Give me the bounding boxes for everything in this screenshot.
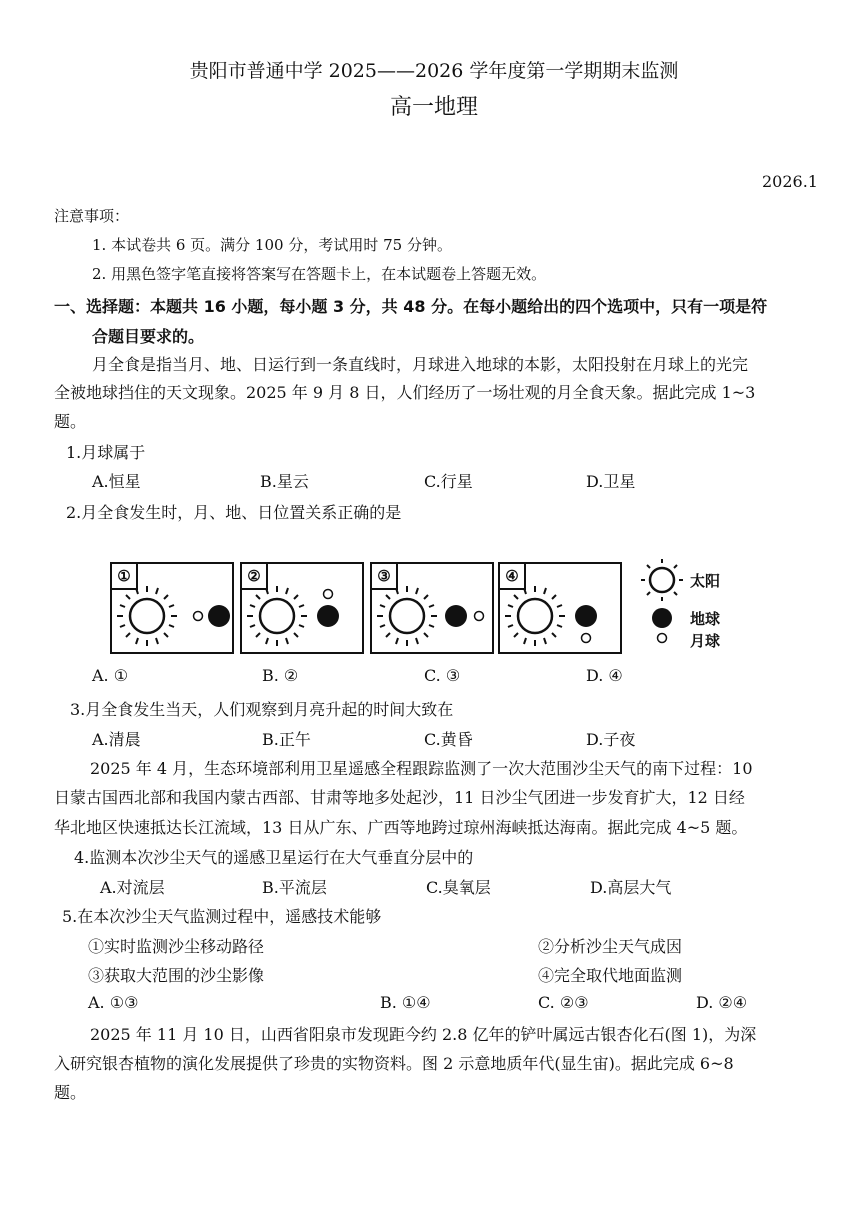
passage-line: 华北地区快速抵达长江流域，13 日从广东、广西等地跨过琼州海峡抵达海南。据此完成 4~5 题。 — [54, 818, 748, 837]
diagram-panel-4 — [498, 562, 622, 654]
panel-number: ① — [112, 564, 138, 590]
notice-item: 1. 本试卷共 6 页。满分 100 分，考试用时 75 分钟。 — [92, 236, 452, 254]
option-c: C. ③ — [424, 666, 461, 685]
earth-icon — [445, 605, 467, 627]
moon-icon — [582, 634, 591, 643]
sun-icon — [377, 586, 437, 646]
earth-icon — [575, 605, 597, 627]
option-b: B.正午 — [262, 730, 311, 749]
legend-earth-icon — [650, 606, 674, 630]
passage-line: 全被地球挡住的天文现象。2025 年 9 月 8 日，人们经历了一场壮观的月全食天象。据此完成 1~3 — [54, 383, 756, 402]
statement: ②分析沙尘天气成因 — [538, 937, 683, 956]
legend-sun-label: 太阳 — [690, 572, 721, 590]
moon-icon — [194, 612, 203, 621]
legend-sun-icon — [640, 558, 684, 602]
sun-icon — [505, 586, 565, 646]
diagram-panel-1 — [110, 562, 234, 654]
diagram-panel-2 — [240, 562, 364, 654]
legend-moon-icon — [655, 631, 669, 645]
option-b: B.平流层 — [262, 878, 327, 897]
option-c: C.行星 — [424, 472, 473, 491]
panel-number: ④ — [500, 564, 526, 590]
sun-earth-moon-diagram — [112, 564, 232, 652]
earth-icon — [208, 605, 230, 627]
passage-line: 月全食是指当月、地、日运行到一条直线时，月球进入地球的本影，太阳投射在月球上的光完 — [92, 355, 749, 374]
option-c: C. ②③ — [538, 993, 589, 1012]
exam-date: 2026.1 — [762, 172, 818, 191]
passage-line: 题。 — [54, 412, 87, 431]
option-d: D. ④ — [586, 666, 623, 685]
sun-earth-moon-diagram — [500, 564, 620, 652]
passage-line: 日蒙古国西北部和我国内蒙古西部、甘肃等地多处起沙，11 日沙尘气团进一步发育扩大，12 日经 — [54, 788, 745, 807]
option-d: D.子夜 — [586, 730, 636, 749]
statement: ③获取大范围的沙尘影像 — [88, 966, 265, 985]
notice-item: 2. 用黑色签字笔直接将答案写在答题卡上，在本试题卷上答题无效。 — [92, 265, 547, 283]
sun-icon — [247, 586, 307, 646]
passage-line: 题。 — [54, 1083, 87, 1102]
option-d: D.卫星 — [586, 472, 636, 491]
notice-heading: 注意事项： — [54, 207, 130, 225]
option-a: A. ①③ — [88, 993, 139, 1012]
legend-earth-label: 地球 — [690, 610, 721, 628]
option-a: A.恒星 — [92, 472, 141, 491]
moon-icon — [475, 612, 484, 621]
passage-line: 2025 年 11 月 10 日，山西省阳泉市发现距今约 2.8 亿年的铲叶属远古银杏化石(图 1)，为深 — [90, 1025, 757, 1044]
option-c: C.黄昏 — [424, 730, 473, 749]
sun-earth-moon-diagram — [242, 564, 362, 652]
legend-moon-label: 月球 — [690, 632, 721, 650]
moon-icon — [324, 590, 333, 599]
option-b: B. ② — [262, 666, 299, 685]
option-d: D. ②④ — [696, 993, 748, 1012]
statement: ④完全取代地面监测 — [538, 966, 683, 985]
section-heading-cont: 合题目要求的。 — [92, 327, 205, 346]
exam-subtitle: 高一地理 — [389, 95, 478, 120]
option-a: A.清晨 — [92, 730, 141, 749]
sun-earth-moon-diagram — [372, 564, 492, 652]
question-stem: 5.在本次沙尘天气监测过程中，遥感技术能够 — [62, 907, 382, 926]
statement: ①实时监测沙尘移动路径 — [88, 937, 265, 956]
question-stem: 3.月全食发生当天，人们观察到月亮升起的时间大致在 — [70, 700, 454, 719]
option-d: D.高层大气 — [590, 878, 672, 897]
option-c: C.臭氧层 — [426, 878, 491, 897]
panel-number: ③ — [372, 564, 398, 590]
earth-icon — [317, 605, 339, 627]
exam-title: 贵阳市普通中学 2025——2026 学年度第一学期期末监测 — [189, 60, 679, 82]
option-a: A.对流层 — [100, 878, 165, 897]
passage-line: 2025 年 4 月，生态环境部利用卫星遥感全程跟踪监测了一次大范围沙尘天气的南下过程：10 — [90, 759, 753, 778]
passage-line: 入研究银杏植物的演化发展提供了珍贵的实物资料。图 2 示意地质年代(显生宙)。据此完成 6~8 — [54, 1054, 734, 1073]
option-b: B. ①④ — [380, 993, 431, 1012]
question-stem: 4.监测本次沙尘天气的遥感卫星运行在大气垂直分层中的 — [74, 848, 474, 867]
sun-icon — [117, 586, 177, 646]
question-stem: 1.月球属于 — [66, 443, 146, 462]
option-b: B.星云 — [260, 472, 309, 491]
question-stem: 2.月全食发生时，月、地、日位置关系正确的是 — [66, 503, 402, 522]
section-heading: 一、选择题：本题共 16 小题，每小题 3 分，共 48 分。在每小题给出的四个选项中，只有一项是符 — [54, 297, 768, 316]
option-a: A. ① — [92, 666, 129, 685]
diagram-panel-3 — [370, 562, 494, 654]
panel-number: ② — [242, 564, 268, 590]
